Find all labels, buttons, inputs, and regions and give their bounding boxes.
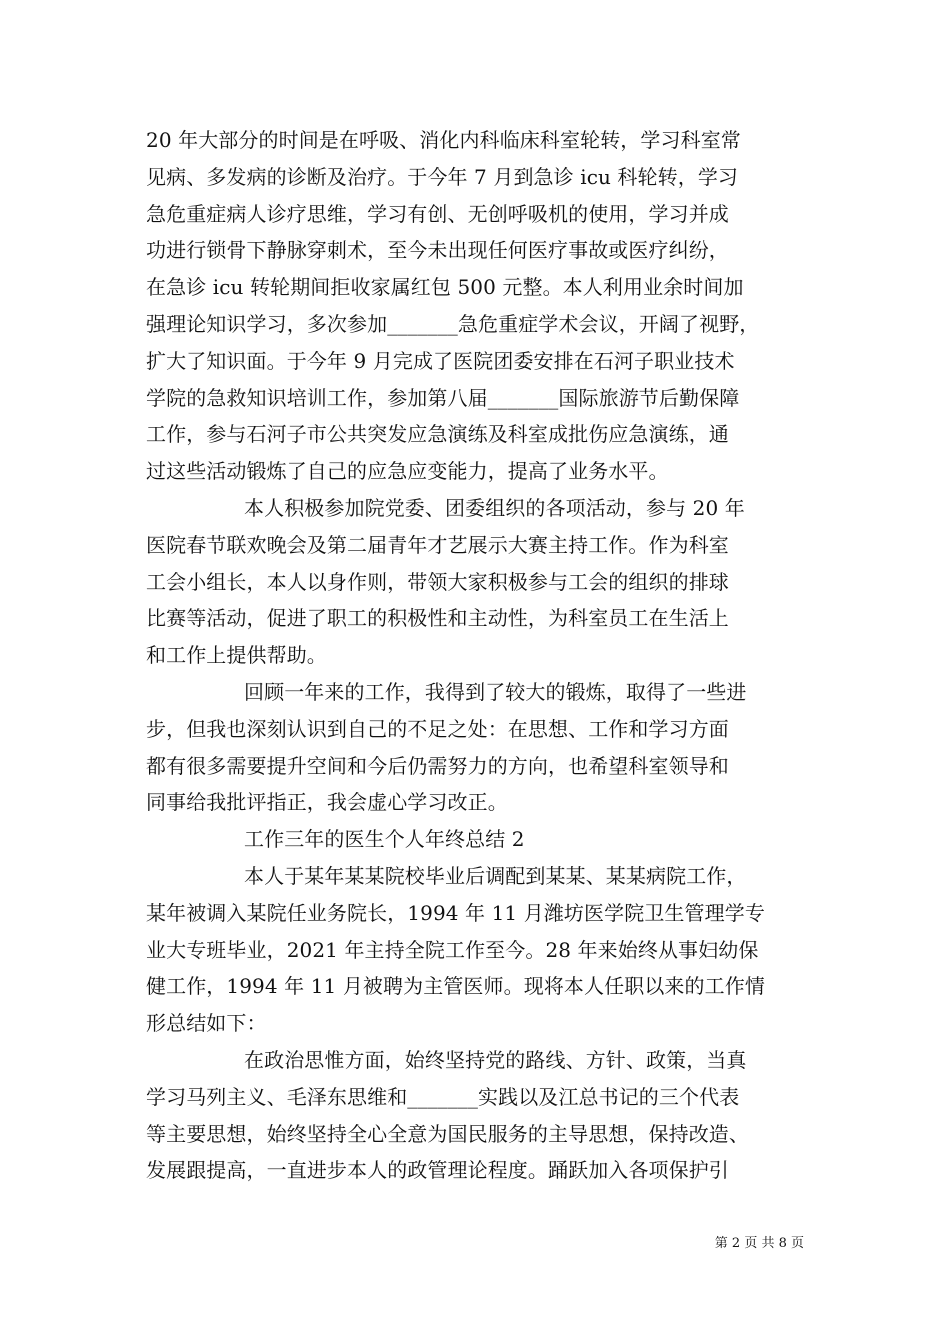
paragraph-first-line: 本人于某年某某院校毕业后调配到某某、某某病院工作，	[244, 863, 747, 888]
body-line: 步，但我也深刻认识到自己的不足之处：在思想、工作和学习方面	[146, 716, 729, 741]
body-line: 学院的急救知识培训工作，参加第八届_______国际旅游节后勤保障	[146, 385, 740, 410]
body-line: 过这些活动锻炼了自己的应急应变能力，提高了业务水平。	[146, 459, 669, 484]
body-line: 强理论知识学习，多次参加_______急危重症学术会议，开阔了视野，	[146, 311, 760, 336]
page-number-footer: 第 2 页 共 8 页	[714, 1236, 804, 1251]
paragraph-first-line: 回顾一年来的工作，我得到了较大的锻炼，取得了一些进	[244, 679, 747, 704]
body-line: 急危重症病人诊疗思维，学习有创、无创呼吸机的使用，学习并成	[146, 201, 729, 226]
body-line: 同事给我批评指正，我会虚心学习改正。	[146, 790, 508, 815]
body-line: 见病、多发病的诊断及治疗。于今年 7 月到急诊 icu 科轮转，学习	[146, 164, 739, 189]
body-line: 某年被调入某院任业务院长，1994 年 11 月潍坊医学院卫生管理学专	[146, 900, 765, 925]
body-line: 20 年大部分的时间是在呼吸、消化内科临床科室轮转，学习科室常	[146, 128, 741, 152]
document-body	[146, 122, 806, 1189]
body-line: 医院春节联欢晚会及第二届青年才艺展示大赛主持工作。作为科室	[146, 532, 729, 557]
body-line: 都有很多需要提升空间和今后仍需努力的方向，也希望科室领导和	[146, 753, 729, 778]
body-line: 工作，参与石河子市公共突发应急演练及科室成批伤应急演练，通	[146, 422, 729, 447]
body-line: 学习马列主义、毛泽东思维和_______实践以及江总书记的三个代表	[146, 1084, 740, 1109]
body-line: 功进行锁骨下静脉穿刺术，至今未出现任何医疗事故或医疗纠纷，	[146, 238, 729, 263]
body-line: 健工作，1994 年 11 月被聘为主管医师。现将本人任职以来的工作情	[146, 974, 765, 999]
body-line: 扩大了知识面。于今年 9 月完成了医院团委安排在石河子职业技术	[146, 348, 735, 373]
section-heading: 工作三年的医生个人年终总结 2	[244, 827, 525, 852]
body-line: 和工作上提供帮助。	[146, 643, 327, 668]
paragraph-first-line: 本人积极参加院党委、团委组织的各项活动，参与 20 年	[244, 495, 745, 520]
body-line: 等主要思想，始终坚持全心全意为国民服务的主导思想，保持改造、	[146, 1121, 749, 1146]
body-line: 业大专班毕业，2021 年主持全院工作至今。28 年来始终从事妇幼保	[146, 937, 759, 962]
body-line: 比赛等活动，促进了职工的积极性和主动性，为科室员工在生活上	[146, 606, 729, 631]
body-line: 形总结如下：	[146, 1011, 267, 1036]
body-line: 在急诊 icu 转轮期间拒收家属红包 500 元整。本人利用业余时间加	[146, 275, 744, 300]
paragraph-first-line: 在政治思惟方面，始终坚持党的路线、方针、政策，当真	[244, 1047, 747, 1072]
body-line: 工会小组长，本人以身作则，带领大家积极参与工会的组织的排球	[146, 569, 729, 594]
body-line: 发展跟提高，一直进步本人的政管理论程度。踊跃加入各项保护引	[146, 1158, 729, 1183]
